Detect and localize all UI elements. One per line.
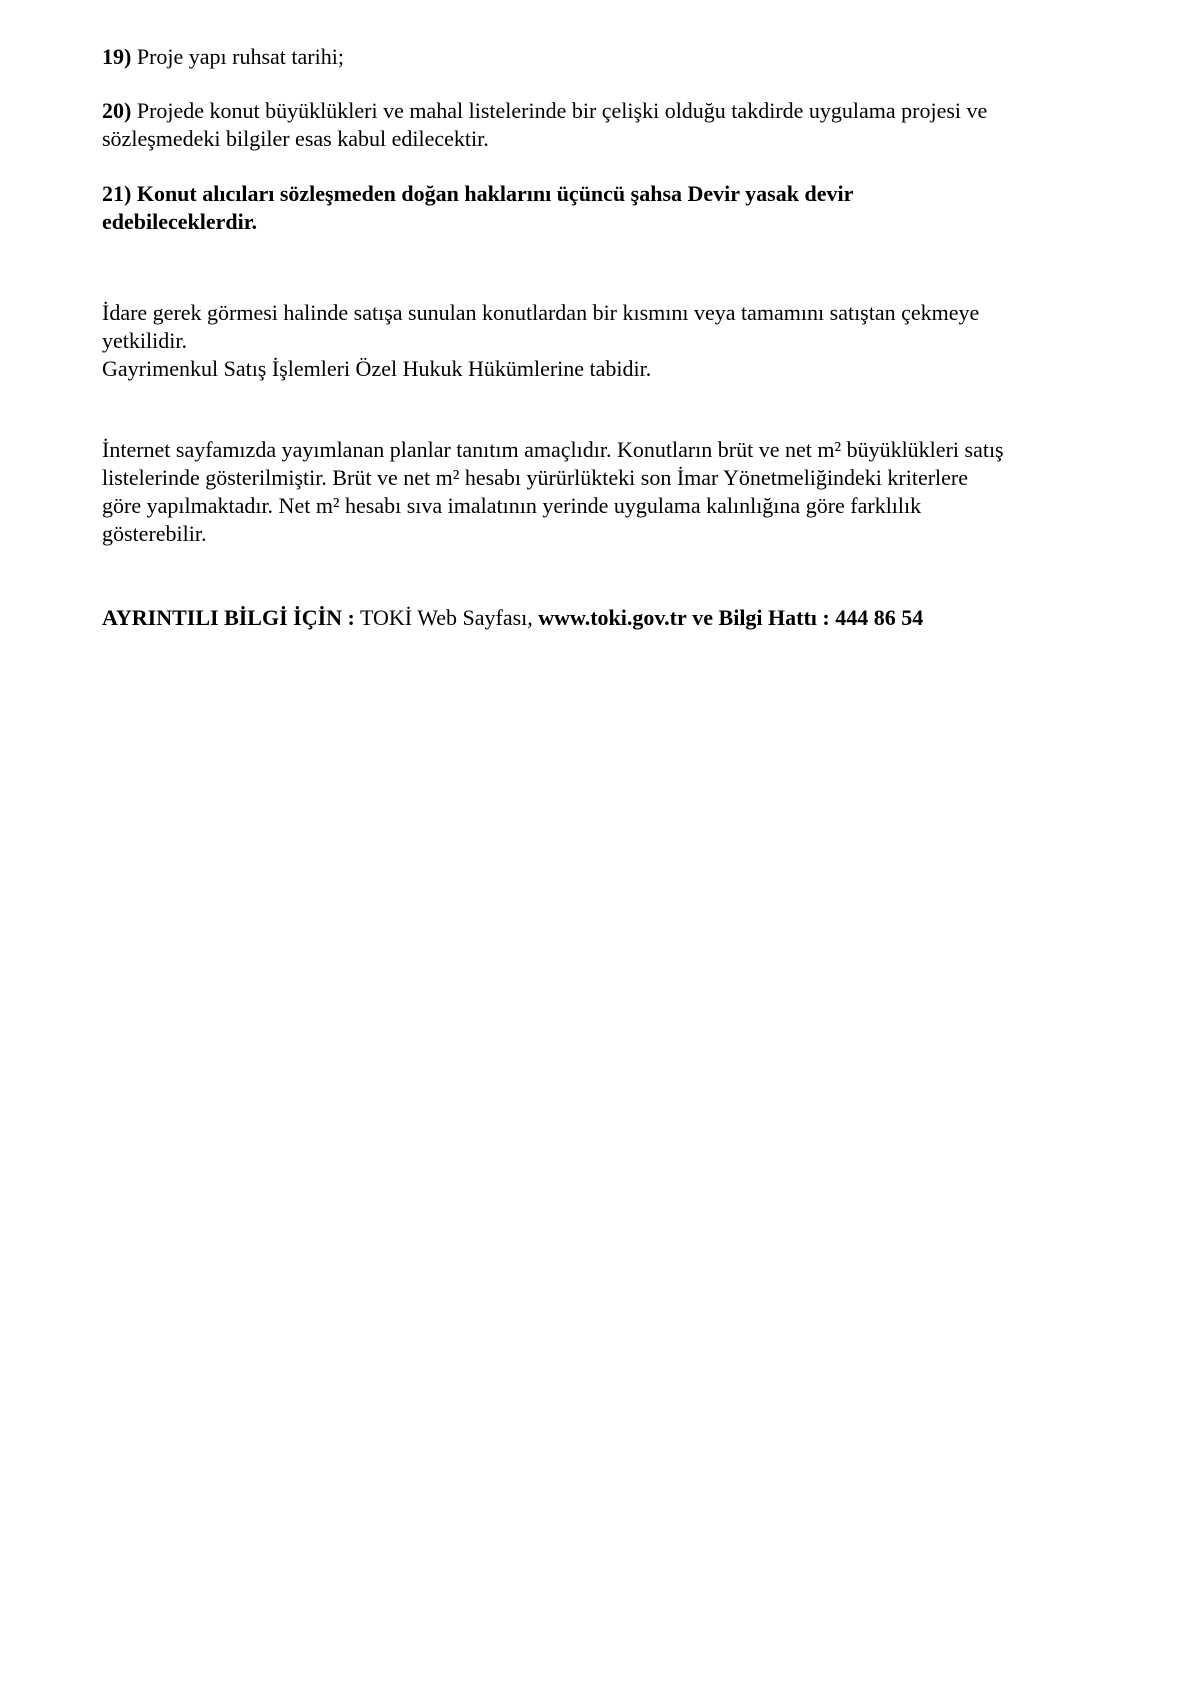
info-label: AYRINTILI BİLGİ İÇİN : [102,605,355,630]
item-19 [102,43,1102,71]
idare-line-1: İdare gerek görmesi halinde satışa sunulan konutlardan bir kısmını veya tamamını satıştan çekmeye [102,300,980,325]
item-21 [102,180,1102,236]
item-21-line-1 [102,180,1102,208]
item-20-line-2: sözleşmedeki bilgiler esas kabul edilecektir. [102,126,489,151]
internet-line-3: göre yapılmaktadır. Net m² hesabı sıva imalatının yerinde uygulama kalınlığına göre farklılık [102,493,922,518]
item-21-line-2: edebileceklerdir. [102,209,257,234]
idare-line-3: Gayrimenkul Satış İşlemleri Özel Hukuk Hükümlerine tabidir. [102,356,652,381]
web-label: TOKİ Web Sayfası, [359,605,533,630]
phone-number: 444 86 54 [835,605,924,630]
idare-paragraph [102,299,1102,383]
item-19-line [102,43,1102,71]
item-text: Konut alıcıları sözleşmeden doğan haklarını üçüncü şahsa Devir yasak devir [136,181,854,206]
item-text: Proje yapı ruhsat tarihi; [136,44,344,69]
internet-paragraph [102,436,1102,548]
internet-line-2: listelerinde gösterilmiştir. Brüt ve net m² hesabı yürürlükteki son İmar Yönetmeliğindeki kriterlere [102,465,969,490]
website-link[interactable]: www.toki.gov.tr [538,605,687,630]
internet-line-4: gösterebilir. [102,521,207,546]
item-20 [102,97,1102,153]
contact-info [102,604,1102,632]
internet-line-1: İnternet sayfamızda yayımlanan planlar tanıtım amaçlıdır. Konutların brüt ve net m² büyüklükleri satış [102,437,1004,462]
item-number: 21) [102,181,132,206]
item-text: Projede konut büyüklükleri ve mahal listelerinde bir çelişki olduğu takdirde uygulama projesi ve [136,98,988,123]
contact-info-line [102,604,1102,632]
item-number: 19) [102,44,132,69]
item-number: 20) [102,98,132,123]
phone-label: ve Bilgi Hattı : [692,605,830,630]
item-20-line-1 [102,97,1102,125]
idare-line-2: yetkilidir. [102,328,187,353]
